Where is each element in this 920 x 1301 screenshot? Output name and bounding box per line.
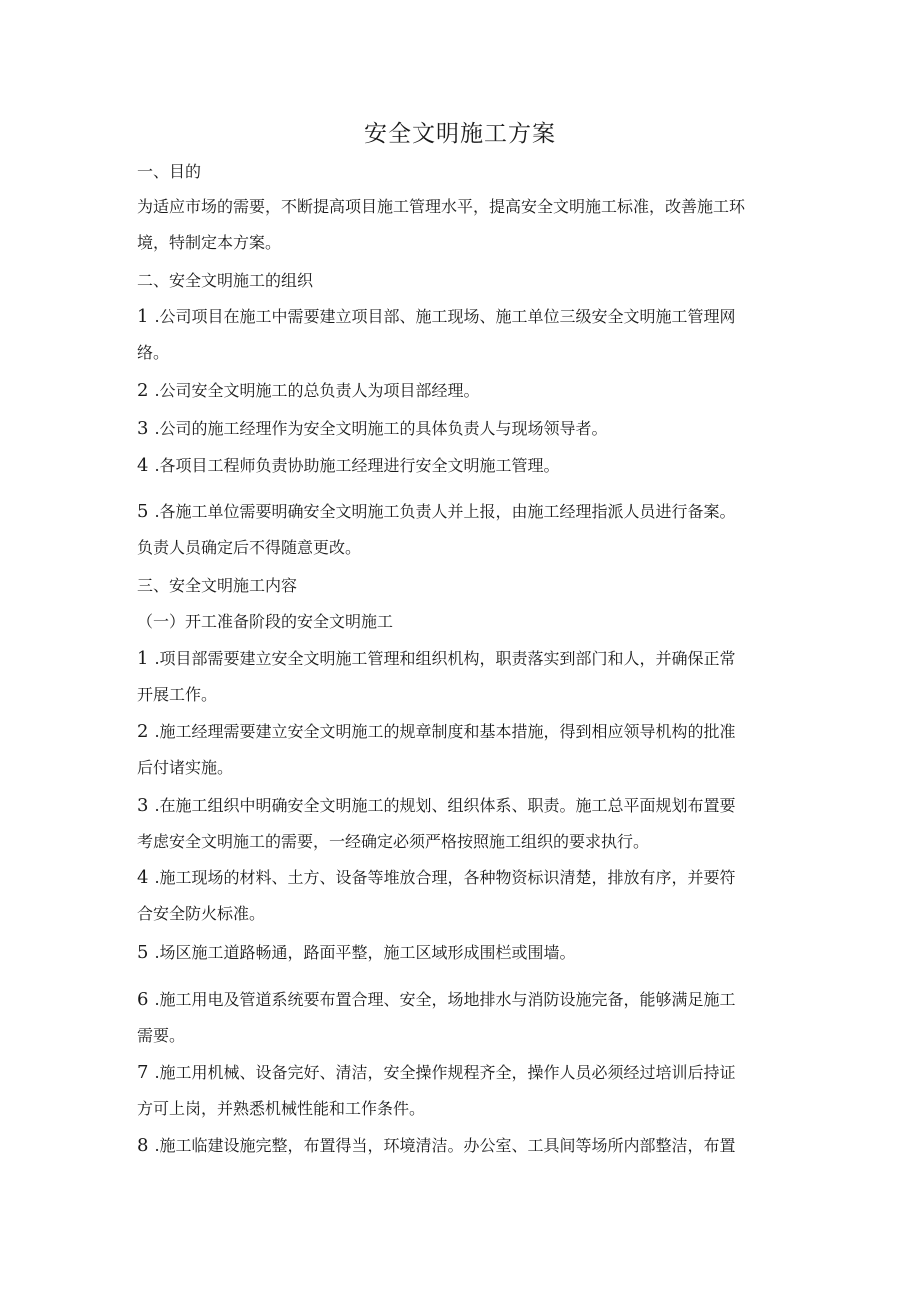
item-number: 5 <box>137 501 149 522</box>
numbered-paragraph-line <box>137 307 787 327</box>
document-title: 安全文明施工方案 <box>364 121 556 147</box>
paragraph-line <box>137 271 787 291</box>
paragraph-line <box>137 904 787 924</box>
numbered-paragraph-line <box>137 381 787 401</box>
item-number: 3 <box>137 418 149 439</box>
numbered-paragraph-line <box>137 722 787 742</box>
line-text: .施工用机械、设备完好、清洁，安全操作规程齐全，操作人员必须经过培训后持证 <box>154 1063 736 1082</box>
paragraph-line <box>137 576 787 596</box>
line-text: 开展工作。 <box>137 685 218 704</box>
paragraph-line <box>137 1099 787 1119</box>
line-text: .施工临建设施完整，布置得当，环境清洁。办公室、工具间等场所内部整洁，布置 <box>154 1136 736 1155</box>
line-text: .施工经理需要建立安全文明施工的规章制度和基本措施，得到相应领导机构的批准 <box>154 722 736 741</box>
paragraph-line <box>137 1026 787 1046</box>
item-number: 4 <box>137 867 149 888</box>
line-text: 络。 <box>137 343 170 362</box>
line-text: 负责人员确定后不得随意更改。 <box>137 538 362 557</box>
item-number: 7 <box>137 1062 149 1083</box>
line-text: 为适应市场的需要，不断提高项目施工管理水平，提高安全文明施工标准，改善施工环 <box>137 197 746 216</box>
item-number: 3 <box>137 795 149 816</box>
item-number: 4 <box>137 455 149 476</box>
item-number: 1 <box>137 648 149 669</box>
paragraph-line <box>137 162 787 182</box>
line-text: .各项目工程师负责协助施工经理进行安全文明施工管理。 <box>154 456 560 475</box>
paragraph-line <box>137 685 787 705</box>
paragraph-line <box>137 758 787 778</box>
paragraph-line <box>137 197 787 217</box>
item-number: 2 <box>137 721 149 742</box>
line-text: 需要。 <box>137 1026 186 1045</box>
numbered-paragraph-line <box>137 649 787 669</box>
line-text: 一、目的 <box>137 162 202 181</box>
line-text: .场区施工道路畅通，路面平整，施工区域形成围栏或围墙。 <box>154 943 576 962</box>
line-text: 后付诸实施。 <box>137 758 234 777</box>
numbered-paragraph-line <box>137 990 787 1010</box>
item-number: 1 <box>137 306 149 327</box>
item-number: 5 <box>137 942 149 963</box>
paragraph-line <box>137 612 787 632</box>
line-text: .施工现场的材料、土方、设备等堆放合理，各种物资标识清楚，排放有序，并要符 <box>154 868 736 887</box>
line-text: 二、安全文明施工的组织 <box>137 271 314 290</box>
numbered-paragraph-line <box>137 943 787 963</box>
line-text: .在施工组织中明确安全文明施工的规划、组织体系、职责。施工总平面规划布置要 <box>154 796 736 815</box>
item-number: 8 <box>137 1135 149 1156</box>
line-text: 合安全防火标准。 <box>137 904 266 923</box>
line-text: 三、安全文明施工内容 <box>137 576 298 595</box>
line-text: .公司项目在施工中需要建立项目部、施工现场、施工单位三级安全文明施工管理网 <box>154 307 736 326</box>
line-text: .公司的施工经理作为安全文明施工的具体负责人与现场领导者。 <box>154 419 608 438</box>
item-number: 6 <box>137 989 149 1010</box>
paragraph-line <box>137 343 787 363</box>
numbered-paragraph-line <box>137 456 787 476</box>
numbered-paragraph-line <box>137 1063 787 1083</box>
paragraph-line <box>137 832 787 852</box>
line-text: 考虑安全文明施工的需要，一经确定必须严格按照施工组织的要求执行。 <box>137 832 650 851</box>
line-text: 方可上岗，并熟悉机械性能和工作条件。 <box>137 1099 426 1118</box>
numbered-paragraph-line <box>137 419 787 439</box>
line-text: .施工用电及管道系统要布置合理、安全，场地排水与消防设施完备，能够满足施工 <box>154 990 736 1009</box>
numbered-paragraph-line <box>137 796 787 816</box>
line-text: （一）开工准备阶段的安全文明施工 <box>137 612 394 631</box>
numbered-paragraph-line <box>137 868 787 888</box>
line-text: .各施工单位需要明确安全文明施工负责人并上报，由施工经理指派人员进行备案。 <box>154 502 736 521</box>
numbered-paragraph-line <box>137 1136 787 1156</box>
paragraph-line <box>137 538 787 558</box>
line-text: .公司安全文明施工的总负责人为项目部经理。 <box>154 381 480 400</box>
item-number: 2 <box>137 380 149 401</box>
paragraph-line <box>137 233 787 253</box>
numbered-paragraph-line <box>137 502 787 522</box>
line-text: 境，特制定本方案。 <box>137 233 282 252</box>
line-text: .项目部需要建立安全文明施工管理和组织机构，职责落实到部门和人，并确保正常 <box>154 649 736 668</box>
